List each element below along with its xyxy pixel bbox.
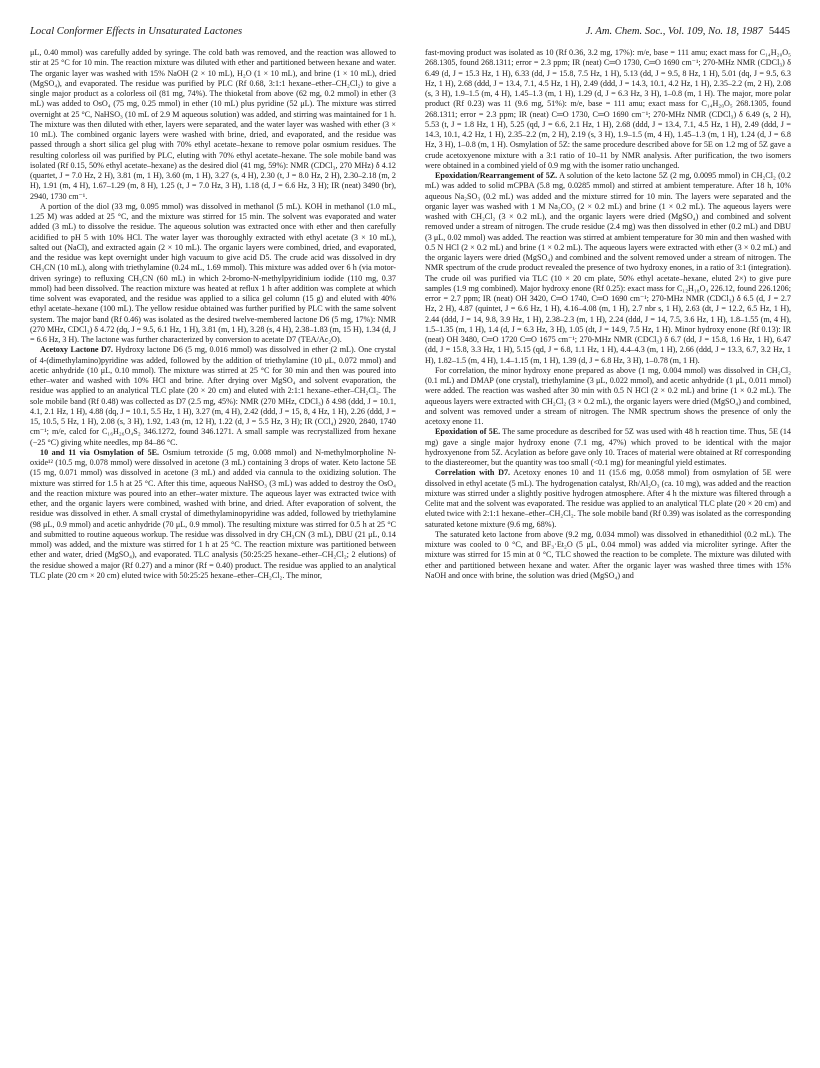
paragraph <box>425 427 791 468</box>
paragraph-heading: Acetoxy Lactone D7. <box>40 345 113 355</box>
paragraph-heading: Epoxidation/Rearrangement of 5Z. <box>435 171 558 180</box>
running-title: Local Conformer Effects in Unsaturated Lactones <box>30 26 243 37</box>
journal-citation <box>586 26 790 37</box>
paragraph-text: Osmium tetroxide (5 mg, 0.008 mmol) and N-methylmorpholine N-oxide¹² (10.5 mg, 0.078 mmol) were dissolved in acetone (3 mL) containing 3 drops of water. Keto lactone 5E (15 mg, 0.071 mmol) was dissolved in acetone (3 mL) and added via cannula to the oxidizing solution. The mixture was stirred for 1.5 h at 25 °C. After this time, aqueous NaHSO₃ (3 mL) was added to destroy the OsO₄ and the reaction mixture was poured into an ether–water mixture. The aqueous layer was extracted twice with ether, and the organic layers were combined, washed with brine, and dried. After evaporation of solvent, the residue was dissolved in ether. A small crystal of dimethylaminopyridine was added, followed by triethylamine (98 μL, 0.9 mmol) and acetic anhydride (70 μL, 0.9 mmol). The resulting mixture was stirred for 0.5 h at 25 °C and submitted to routine aqueous workup. The residue was dissolved in dry CH₃CN (3 mL), DBU (21 μL, 0.14 mmol) was added, and the mixture was stirred for 1 h at 25 °C. The reaction mixture was partitioned between ether and water, dried (MgSO₄), and evaporated. TLC analysis (50:25:25 hexane–ether–CH₂Cl₂; 2 elutions) of the residue showed a major (Rf 0.27) and a minor (Rf = 0.40) product. The residue was applied to an analytical TLC plate (20 cm × 20 cm) eluted twice with 50:25:25 hexane–ether–CH₂Cl₂. The minor, <box>30 447 396 580</box>
running-header <box>30 26 790 40</box>
paragraph <box>30 345 396 448</box>
journal-reference: J. Am. Chem. Soc., Vol. 109, No. 18, 1987 <box>585 26 763 37</box>
paragraph-heading: 10 and 11 via Osmylation of 5E. <box>40 447 160 457</box>
paragraph-text: The saturated keto lactone from above (9.2 mg, 0.034 mmol) was dissolved in ethanedithiol (0.2 mL). The mixture was cooled to 0 °C, and BF₃·Et₂O (5 μL, 0.04 mmol) was added via microliter syringe. After the mixture was stirred for 15 min at 0 °C, TLC showed the reaction to be complete. The mixture was diluted with ether and partitioned between hexane and water. After the organic layer was washed three times with 15% NaOH and once with brine, the solution was dried (MgSO₄) and <box>425 529 791 580</box>
paragraph <box>425 48 791 171</box>
paragraph-heading: Correlation with D7. <box>435 468 511 478</box>
paragraph-text: A solution of the keto lactone 5Z (2 mg, 0.0095 mmol) in CH₂Cl₂ (0.2 mL) was added to solid mCPBA (5.8 mg, 0.0285 mmol) and stirred at ambient temperature. After 18 h, 10% aqueous Na₂SO₃ (0.2 mL) was added and the mixture stirred for 10 min. The layers were separated and the organic layer was washed with 1 M Na₂CO₃ (2 × 0.2 mL) and brine (1 × 0.2 mL). The aqueous layers were washed with CH₂Cl₂ (3 × 0.2 mL), and the organic layers were dried (MgSO₄) and combined and solvent removed under a stream of nitrogen. The crude residue (2.4 mg) was then dissolved in ether (0.2 mL) and DBU (3 μL, 0.02 mmol) was added. The reaction was stirred at ambient temperature for 30 min and then washed with 0.5 N HCl (2 × 0.2 mL) and brine (1 × 0.2 mL). The aqueous layers were extracted with ether (3 × 0.2 mL) and the organic layers were dried (MgSO₄) and combined and the solvent removed under a stream of nitrogen. The NMR spectrum of the crude product revealed the presence of two hydroxy enones, in a ratio of 3:1 (integration). The crude oil was purified via TLC (10 × 20 cm plate, 50% ethyl acetate–hexane, eluted 2×) to give pure samples (1.9 mg combined). Major hydroxy enone (Rf 0.25): exact mass for C₁₂H₁₈O₄ 226.12, found 226.1206; error = 2.7 ppm; IR (neat) OH 3420, C═O 1740, C═O 1690 cm⁻¹; 270-MHz NMR (CDCl₃) δ 6.5 (d, J = 2.7 Hz, 2 H), 4.87 (quintet, J = 6.6 Hz, 1 H), 4.16–4.08 (m, 1 H), 2.7 nbr s, 1 H), 2.63 (dt, J = 12.2, 6.5 Hz, 1 H), 2.44 (ddd, J = 14, 9.8, 3.9 Hz, 1 H), 2.38–2.3 (m, 1 H), 2.24 (ddd, J = 14, 7.5, 3.6 Hz, 1 H), 1.8–1.55 (m, 4 H), 1.5–1.35 (m, 1 H), 1.4 (d, J = 6.3 Hz, 3 H), 1.05 (dt, J = 14.9, 7.5 Hz, 1 H). Minor hydroxy enone (Rf 0.13): IR (neat) OH 3480, C═O 1720 C═O 1675 cm⁻¹; 270-MHz NMR (CDCl₃) δ 6.7 (dd, J = 15.8, 1.6 Hz, 1 H), 6.47 (dd, J = 15.8, 3.3 Hz, 1 H), 5.15 (qd, J = 6.8, 1.1 Hz, 1 H), 4.4–4.3 (m, 1 H), 2.66 (ddd, J = 13.3, 6.7, 3.2 Hz, 1 H), 1.82–1.5 (m, 4 H), 1.4–1.15 (m, 1 H), 1.39 (d, J = 6.8 Hz, 3 H), 1–0.78 (m, 1 H). <box>425 171 791 365</box>
page-number: 5445 <box>768 26 790 37</box>
paragraph-heading: Epoxidation of 5E. <box>435 427 501 437</box>
paragraph-text: The same procedure as described for 5Z was used with 48 h reaction time. Thus, 5E (14 mg) gave a single major hydroxy enone (7.1 mg, 47%) which proved to be identical with the major hydroxyenone from 5Z. Acylation as before gave only 10. Traces of material were obtained at Rf corresponding to the diastereomer, but the quantity was too small (<0.1 mg) for meaningful yield estimates. <box>425 427 791 467</box>
paragraph-text: μL, 0.40 mmol) was carefully added by syringe. The cold bath was removed, and the reaction was allowed to stir at 25 °C for 10 min. The reaction mixture was diluted with ether and partitioned between hexane and water. The organic layer was washed with 15% NaOH (2 × 10 mL), H₂O (1 × 10 mL), and brine (1 × 10 mL), dried (MgSO₄), and evaporated. The residue was purified by PLC (Rf 0.68, 3:1:1 hexane–ether–CH₂Cl₂) to give a single major product as a colorless oil (81 mg, 74%). The thioketal from above (62 mg, 0.2 mmol) in ether (3 mL) was added to OsO₄ (75 mg, 0.25 mmol) in ether (10 mL) plus pyridine (52 μL). The mixture was stirred overnight at 25 °C, NaHSO₃ (10 mL of 2.9 M aqueous solution) was added, and stirring was maintained for 1 h. The mixture was then diluted with ether, layers were separated, and the water layer was washed with ether (3 × 10 mL). The combined organic layers were washed with brine, dried, and evaporated, and the residue was passed through a short silica gel plug with 70% ethyl acetate–hexane to remove polar osmium residues. The resulting colorless oil was purified by PLC, eluting with 70% ethyl acetate–hexane. The sole mobile band was isolated (Rf 0.15, 50% ethyl acetate–hexane) as the desired diol (41 mg, 59%): NMR (CDCl₃, 270 MHz) δ 4.12 (quartet, J = 7.0 Hz, 2 H), 3.81 (m, 1 H), 3.60 (m, 1 H), 3.27 (s, 4 H), 2.30 (t, J = 8.0 Hz, 2 H), 2.30–2.18 (m, 2 H), 1.91 (m, 4 H), 1.67–1.29 (m, 8 H), 1.25 (t, J = 7.0 Hz, 3 H), 1.18 (d, J = 6.6 Hz, 3 H); IR (neat) 3490 (br), 2940, 1730 cm⁻¹. <box>30 48 396 201</box>
paragraph-text: Hydroxy lactone D6 (5 mg, 0.016 mmol) was dissolved in ether (2 mL). One crystal of 4-(dimethylamino)pyridine was added, followed by the addition of triethylamine (10 μL, 0.072 mmol) and acetic anhydride (10 μL, 0.10 mmol). The mixture was stirred at 25 °C for 30 min and then was poured into ether–water and washed with 10% HCl and brine. After drying over MgSO₄ and solvent evaporation, the residue was applied to an analytical TLC plate (20 × 20 cm) and eluted with 2:1:1 hexane–ether–CH₂Cl₂. The sole mobile band (Rf 0.48) was collected as D7 (2.5 mg, 45%): NMR (270 MHz, CDCl₃) δ 4.98 (ddd, J = 10.1, 4.1, 2.1 Hz, 1 H), 4.88 (dq, J = 10.1, 5.5 Hz, 1 H), 3.27 (m, 4 H), 2.42 (ddd, J = 15, 8, 4 Hz, 1 H), 2.26 (ddd, J = 15, 10.5, 5 Hz, 1 H), 2.08 (s, 3 H), 1.92, 1.43 (m, 12 H), 1.22 (d, J = 5.5 Hz, 3 H); IR (CCl₄) 2920, 2840, 1740 cm⁻¹; m/e, calcd for C₁₆H₂₆O₄S₂ 346.1272, found 346.1271. A small sample was recrystallized from hexane (−25 °C) giving white needles, mp 84–86 °C. <box>30 345 396 447</box>
right-column <box>425 48 791 1058</box>
paragraph <box>425 171 791 366</box>
paragraph <box>30 448 396 581</box>
paragraph <box>425 366 791 428</box>
paragraph-text: A portion of the diol (33 mg, 0.095 mmol) was dissolved in methanol (5 mL). KOH in methanol (1.0 mL, 1.25 M) was added at 25 °C, and the mixture was stirred for 15 min. The solvent was evaporated and water added (3 mL) to dissolve the residue. The aqueous solution was extracted once with ether and then carefully acidified to pH 5 with 10% HCl. The water layer was thoroughly extracted with ethyl acetate (3 × 10 mL), salted out (NaCl), and extracted again (2 × 10 mL). The organic layers were combined, dried, and evaporated, and the residue was kept overnight under high vacuum to give acid D5. The crude acid was dissolved in dry CH₃CN (10 mL), along with triethylamine (0.24 mL, 1.69 mmol). This mixture was added over 6 h (via motor-driven syringe) to refluxing CH₃CN (60 mL) in which 2-bromo-N-methylpyridinium iodide (110 mg, 0.37 mmol) had been dissolved. The reaction mixture was heated at reflux 1 h after addition was complete at which time solvent was evaporated, and the residue was applied to a silica gel column (15 g) and eluted with 40% ethyl acetate–hexane (100 mL). The yellow residue obtained was further purified by PLC with the same solvent system. The major band (Rf 0.46) was isolated as the desired twelve-membered lactone D6 (5 mg, 17%): NMR (270 MHz, CDCl₃) δ 4.72 (dq, J = 9.5, 6.1 Hz, 1 H), 3.81 (m, 1 H), 3.28 (s, 4 H), 2.38–1.83 (m, 15 H), 1.34 (d, J = 6.6 Hz, 3 H). The lactone was further characterized by conversion to acetate D7 (TEA/Ac₂O). <box>30 201 396 344</box>
paragraph <box>425 530 791 581</box>
paragraph <box>30 202 396 346</box>
paragraph-text: For correlation, the minor hydroxy enone prepared as above (1 mg, 0.004 mmol) was dissolved in CH₂Cl₂ (0.1 mL) and DMAP (one crystal), triethylamine (3 μL, 0.022 mmol), and acetic anhydride (1 μL, 0.011 mmol) were added. The reaction was washed after 30 min with 0.5 N HCl (2 × 0.2 mL) and brine (1 × 0.2 mL). The aqueous layers were extracted with CH₂Cl₂ (3 × 0.2 mL), the organic layers were dried (MgSO₄) and combined, and solvent was removed under a stream of nitrogen. The NMR spectrum shows the presence of only the acetoxy enone 11. <box>425 365 791 426</box>
paragraph <box>30 48 396 202</box>
left-column <box>30 48 396 1058</box>
paragraph <box>425 468 791 530</box>
paragraph-text: fast-moving product was isolated as 10 (Rf 0.36, 3.2 mg, 17%): m/e, base = 111 amu; exact mass for C₁₄H₂₀O₅ 268.1305, found 268.1311; error = 2.3 ppm; IR (neat) C═O 1730, C═O 1690 cm⁻¹; 270-MHz NMR (CDCl₃) δ 6.49 (d, J = 15.3 Hz, 1 H), 6.33 (dd, J = 15.8, 7.5 Hz, 1 H), 5.13 (dd, J = 9.5, 8 Hz, 1 H), 5.01 (dq, J = 9.5, 6.3 Hz, 1 H), 2.68 (ddd, J = 13.4, 7.1, 4.5 Hz, 1 H), 2.49 (ddd, J = 14.3, 10.1, 4.2 Hz, 1 H), 2.35–2.2 (m, 2 H), 2.08 (s, 3 H), 1.9–1.5 (m, 4 H), 1.45–1.3 (m, 1 H), 1.29 (d, J = 6.3 Hz, 3 H), 1–0.8 (m, 1 H). The major, more polar product (Rf 0.23) was 11 (9.6 mg, 51%): m/e, base = 111 amu; exact mass for C₁₄H₂₀O₅ 268.1305, found 268.1311; error = 2.3 ppm; IR (neat) C═O 1730, C═O 1690 cm⁻¹; 270-MHz NMR (CDCl₃) δ 6.49 (s, 2 H), 5.53 (t, J = 1.8 Hz, 1 H), 5.25 (qd, J = 6.6, 2.1 Hz, 1 H), 2.68 (ddd, J = 13.4, 7.1, 4.5 Hz, 1 H), 2.49 (ddd, J = 14.3, 10.1, 4.2 Hz, 1 H), 2.35–2.2 (m, 2 H), 2.19 (s, 3 H), 1.9–1.5 (m, 4 H), 1.45–1.3 (m, 1 H), 1.24 (d, J = 6.8 Hz, 3 H), 1–0.8 (m, 1 H). Osmylation of 5Z: the same procedure described above for 5E on 1.2 mg of 5Z gave a crude acetoxyenone mixture with a 3:1 ratio of 10–11 by NMR analysis. After purification, the two isomers were obtained in a combined yield of 0.9 mg with the isomer ratio unchanged. <box>425 48 791 170</box>
paragraph-text: Acetoxy enones 10 and 11 (15.6 mg, 0.058 mmol) from osmylation of 5E were dissolved in ethyl acetate (5 mL). The hydrogenation catalyst, Rh/Al₂O₃ (ca. 10 mg), was added and the reaction mixture was stirred under a slightly positive hydrogen atmosphere. After 4 h the mixture was filtered through a Celite mat and the solvent was evaporated. The residue was applied to an analytical TLC plate (20 × 20 cm) and eluted twice with 2:1:1 hexane–ether–CH₂Cl₂. The sole mobile band (Rf 0.39) was isolated as the corresponding saturated ketone mixture (9.6 mg, 68%). <box>425 468 791 529</box>
